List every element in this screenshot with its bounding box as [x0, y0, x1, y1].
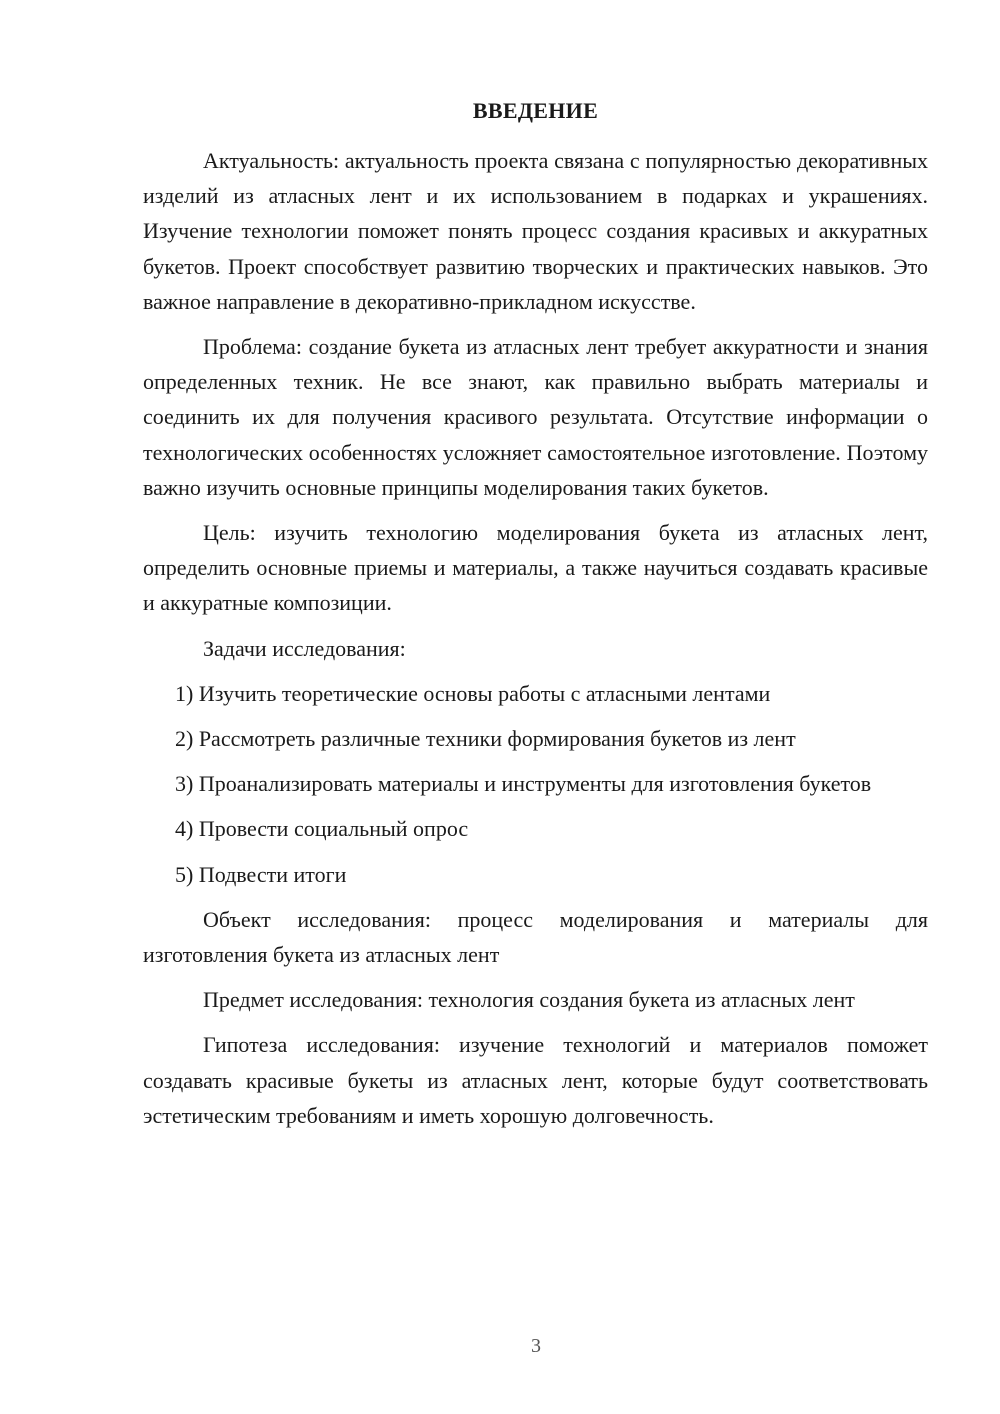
paragraph-tasks-heading: Задачи исследования:	[203, 635, 406, 661]
task-item-1: 1) Изучить теоретические основы работы с атласными лентами	[175, 680, 771, 706]
paragraph-subject: Предмет исследования: технология создания букета из атласных лент	[203, 987, 855, 1013]
paragraph-relevance: Актуальность: актуальность проекта связана с популярностью декоративных изделий из атласных лент и их использованием в подарках и украшениях. Изучение технологии поможет понять процесс создания красивых и аккуратных букетов. Проект способствует развитию творческих и практических навыков. Это важное направление в декоративно-прикладном искусстве.	[143, 148, 928, 314]
paragraph-goal: Цель: изучить технологию моделирования букета из атласных лент, определить основные приемы и материалы, а также научиться создавать красивые и аккуратные композиции.	[143, 520, 928, 616]
paragraph-problem: Проблема: создание букета из атласных лент требует аккуратности и знания определенных техник. Не все знают, как правильно выбрать материалы и соединить их для получения красивого результата. Отсутствие информации о технологических особенностях усложняет самостоятельное изготовление. Поэтому важно изучить основные принципы моделирования таких букетов.	[143, 334, 928, 500]
task-item-5: 5) Подвести итоги	[175, 861, 347, 887]
paragraph-object: Объект исследования: процесс моделирования и материалы для изготовления букета из атласных лент	[143, 906, 928, 968]
document-body	[143, 143, 928, 1143]
task-item-3: 3) Проанализировать материалы и инструменты для изготовления букетов	[175, 771, 872, 797]
paragraph-hypothesis: Гипотеза исследования: изучение технологий и материалов поможет создавать красивые букеты из атласных лент, которые будут соответствовать эстетическим требованиям и иметь хорошую долговечность.	[143, 1032, 928, 1128]
page-number: 3	[531, 1335, 541, 1357]
section-heading: ВВЕДЕНИЕ	[472, 98, 599, 123]
task-item-2: 2) Рассмотреть различные техники формирования букетов из лент	[175, 726, 796, 752]
task-item-4: 4) Провести социальный опрос	[175, 816, 469, 842]
